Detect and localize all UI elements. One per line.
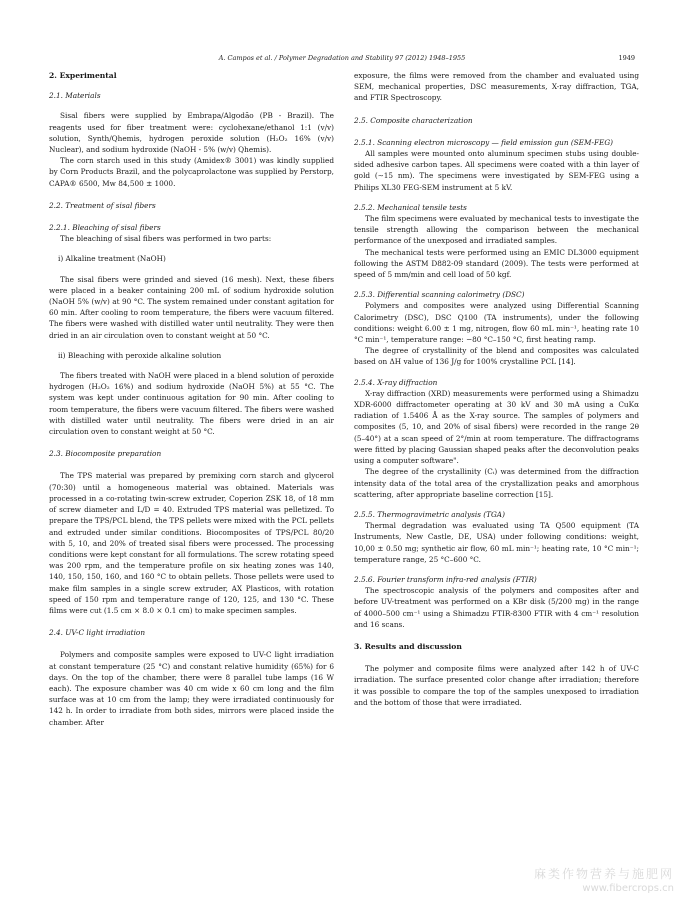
section-3-title: 3. Results and discussion: [354, 641, 462, 651]
section-2-2-1-title: 2.2.1. Bleaching of sisal fibers: [49, 223, 161, 233]
section-2-3-title: 2.3. Biocomposite preparation: [49, 449, 162, 459]
dsc-paragraph-1: Polymers and composites were analyzed using Differential Scanning Calorimetry (DSC), DSC Q100 (TA instruments), under the following conditions: weight 6.00 ± 1 mg, nitrogen, flow 60 mL min⁻¹, heating rate 10 °C min⁻¹, temperature range: −80 °C–150 °C, first heating ramp.: [354, 301, 639, 345]
ftir-paragraph: The spectroscopic analysis of the polymers and composites after and before UV-treatment was performed on a KBr disk (5/200 mg) in the range of 4000–500 cm⁻¹ using a Shimadzu FTIR-8300 FTIR with 4 cm⁻¹ resolution and 16 scans.: [354, 586, 639, 629]
journal-citation: A. Campos et al. / Polymer Degradation and Stability 97 (2012) 1948–1955: [218, 54, 466, 62]
watermark-site-name: 麻类作物营养与施肥网: [533, 867, 674, 881]
running-head: [49, 52, 635, 64]
left-column: [49, 70, 334, 728]
peroxide-bleaching-paragraph: The fibers treated with NaOH were placed in a blend solution of peroxide hydrogen (H₂O₂ 16%) and sodium hydroxide (NaOH 5%) at 55 °C. The system was kept under continuous agitation for 90 min. After cooling to room temperature, the fibers were vacuum filtered. The fibers were washed with distilled water until neutrality. The fibers were dried in an air circulation oven to constant weight at 50 °C.: [49, 371, 334, 437]
section-2-5-6-title: 2.5.6. Fourier transform infra-red analysis (FTIR): [354, 574, 537, 584]
tensile-paragraph-1: The film specimens were evaluated by mechanical tests to investigate the tensile strength allowing the comparison between the mechanical performance of the unexposed and irradiated samples.: [354, 214, 639, 246]
watermark-url: www.fibercrops.cn: [582, 883, 674, 894]
section-2-5-4-title: 2.5.4. X-ray diffraction: [354, 377, 438, 387]
bleaching-intro: The bleaching of sisal fibers was performed in two parts:: [60, 234, 272, 244]
results-paragraph: The polymer and composite films were analyzed after 142 h of UV-C irradiation. The surface presented color change after irradiation; therefore it was possible to compare the top of the samples unexposed to irradiation and the bottom of those that were irradiated.: [354, 664, 639, 707]
tga-paragraph: Thermal degradation was evaluated using TA Q500 equipment (TA Instruments, New Castle, DE, USA) under following conditions: weight, 10,00 ± 0.50 mg; synthetic air flow, 60 mL min⁻¹; heating rate, 10 °C min⁻¹; temperature range, 25 °C–600 °C.: [354, 521, 639, 564]
continued-paragraph: exposure, the films were removed from the chamber and evaluated using SEM, mechanical properties, DSC measurements, X-ray diffraction, TGA, and FTIR Spectroscopy.: [354, 71, 639, 103]
section-2-5-2-title: 2.5.2. Mechanical tensile tests: [354, 202, 467, 212]
section-2-5-3-title: 2.5.3. Differential scanning calorimetry (DSC): [354, 290, 525, 300]
section-2-4-title: 2.4. UV-C light irradiation: [49, 628, 146, 638]
xrd-paragraph-2: The degree of the crystallinity (Cᵢ) was determined from the diffraction intensity data of the total area of the crystallization peaks and amorphous scattering, after appropriate baseline correction [15].: [354, 467, 639, 499]
page-number: 1949: [618, 54, 635, 62]
section-2-5-1-title: 2.5.1. Scanning electron microscopy — field emission gun (SEM-FEG): [354, 137, 614, 147]
uvc-irradiation-paragraph: Polymers and composite samples were exposed to UV-C light irradiation at constant temperature (25 °C) and constant relative humidity (65%) for 6 days. On the top of the chamber, there were 8 parallel tube lamps (16 W each). The exposure chamber was 40 cm wide x 60 cm long and the film surface was at 10 cm from the lamp; they were irradiated continuously for 142 h. In order to irradiate from both sides, mirrors were placed inside the chamber. After: [49, 650, 334, 727]
tensile-paragraph-2: The mechanical tests were performed using an EMIC DL3000 equipment following the ASTM D882-09 standard (2009). The tests were performed at speed of 5 mm/min and cell load of 50 kgf.: [354, 247, 639, 280]
list-item-i: i) Alkaline treatment (NaOH): [58, 254, 166, 264]
list-item-ii: ii) Bleaching with peroxide alkaline solution: [58, 350, 222, 360]
biocomposite-paragraph: The TPS material was prepared by premixing corn starch and glycerol (70:30) until a homogeneous material was obtained. Materials was processed in a co-rotating twin-screw extruder, Coperion ZSK 18, of 18 mm of screw diameter and L/D = 40. Extruded TPS material was pelletized. To prepare the TPS/PCL blend, the TPS pellets were mixed with the PCL pellets and extruded under similar conditions. Biocomposites of TPS/PCL 80/20 with 5, 10, and 20% of treated sisal fibers were processed. The processing conditions were kept constant for all formulations. The screw rotating speed was 200 rpm, and the temperature profile on six heating zones was 140, 140, 150, 150, 160, and 160 °C to obtain pellets. Those pellets were used to make film samples in a single screw extruder, AX Plasticos, with rotation speed of 150 rpm and temperature range of 120, 125, and 130 °C. These films were cut (1.5 cm × 8.0 × 0.1 cm) to make specimen samples.: [49, 471, 334, 615]
sem-paragraph: All samples were mounted onto aluminum specimen stubs using double-sided adhesive carbon tapes. All specimens were coated with a thin layer of gold (∼15 nm). The specimens were investigated by SEM-FEG using a Philips XL30 FEG-SEM instrument at 5 kV.: [354, 149, 639, 192]
materials-paragraph-1: Sisal fibers were supplied by Embrapa/Algodão (PB - Brazil). The reagents used for fiber treatment were: cyclohexane/ethanol 1:1 (v/v) solution, Synth/Qhemis, hydrogen peroxide solution (H₂O₂ 16% (v/v) Nuclear), and sodium hydroxide (NaOH - 5% (w/v) Qhemis).: [49, 111, 334, 155]
alkaline-treatment-paragraph: The sisal fibers were grinded and sieved (16 mesh). Next, these fibers were placed in a beaker containing 200 mL of sodium hydroxide solution (NaOH 5% (w/v) at 90 °C. The system remained under constant agitation for 60 min. After cooling to room temperature, the fibers were vacuum filtered. The fibers were washed with distilled water until neutrality. They were then dried in an air circulation oven to constant weight at 50 °C.: [49, 274, 334, 340]
section-2-2-title: 2.2. Treatment of sisal fibers: [49, 200, 156, 210]
section-2-5-title: 2.5. Composite characterization: [354, 115, 473, 125]
watermark: [474, 867, 674, 897]
section-2-title: 2. Experimental: [49, 71, 117, 80]
dsc-paragraph-2: The degree of crystallinity of the blend and composites was calculated based on ΔH value of 136 J/g for 100% crystalline PCL [14].: [354, 346, 639, 367]
section-2-5-5-title: 2.5.5. Thermogravimetric analysis (TGA): [354, 509, 505, 519]
right-column: [354, 70, 639, 708]
section-2-1-title: 2.1. Materials: [49, 91, 101, 101]
xrd-paragraph-1: X-ray diffraction (XRD) measurements were performed using a Shimadzu XDR-6000 diffractometer operating at 30 kV and 30 mA using a CuKα radiation of 1.5406 Å as the X-ray source. The samples of polymers and composites (5, 10, and 20% of sisal fibers) were recorded in the range 2θ (5–40°) at a scan speed of 2°/min at room temperature. The diffractograms were fitted by placing Gaussian shaped peaks after the deconvolution peaks using a computer software".: [354, 388, 639, 466]
materials-paragraph-2: The corn starch used in this study (Amidex® 3001) was kindly supplied by Corn Products Brazil, and the polycaprolactone was supplied by Perstorp, CAPA® 6500, Mw 84,500 ± 1000.: [49, 156, 334, 188]
